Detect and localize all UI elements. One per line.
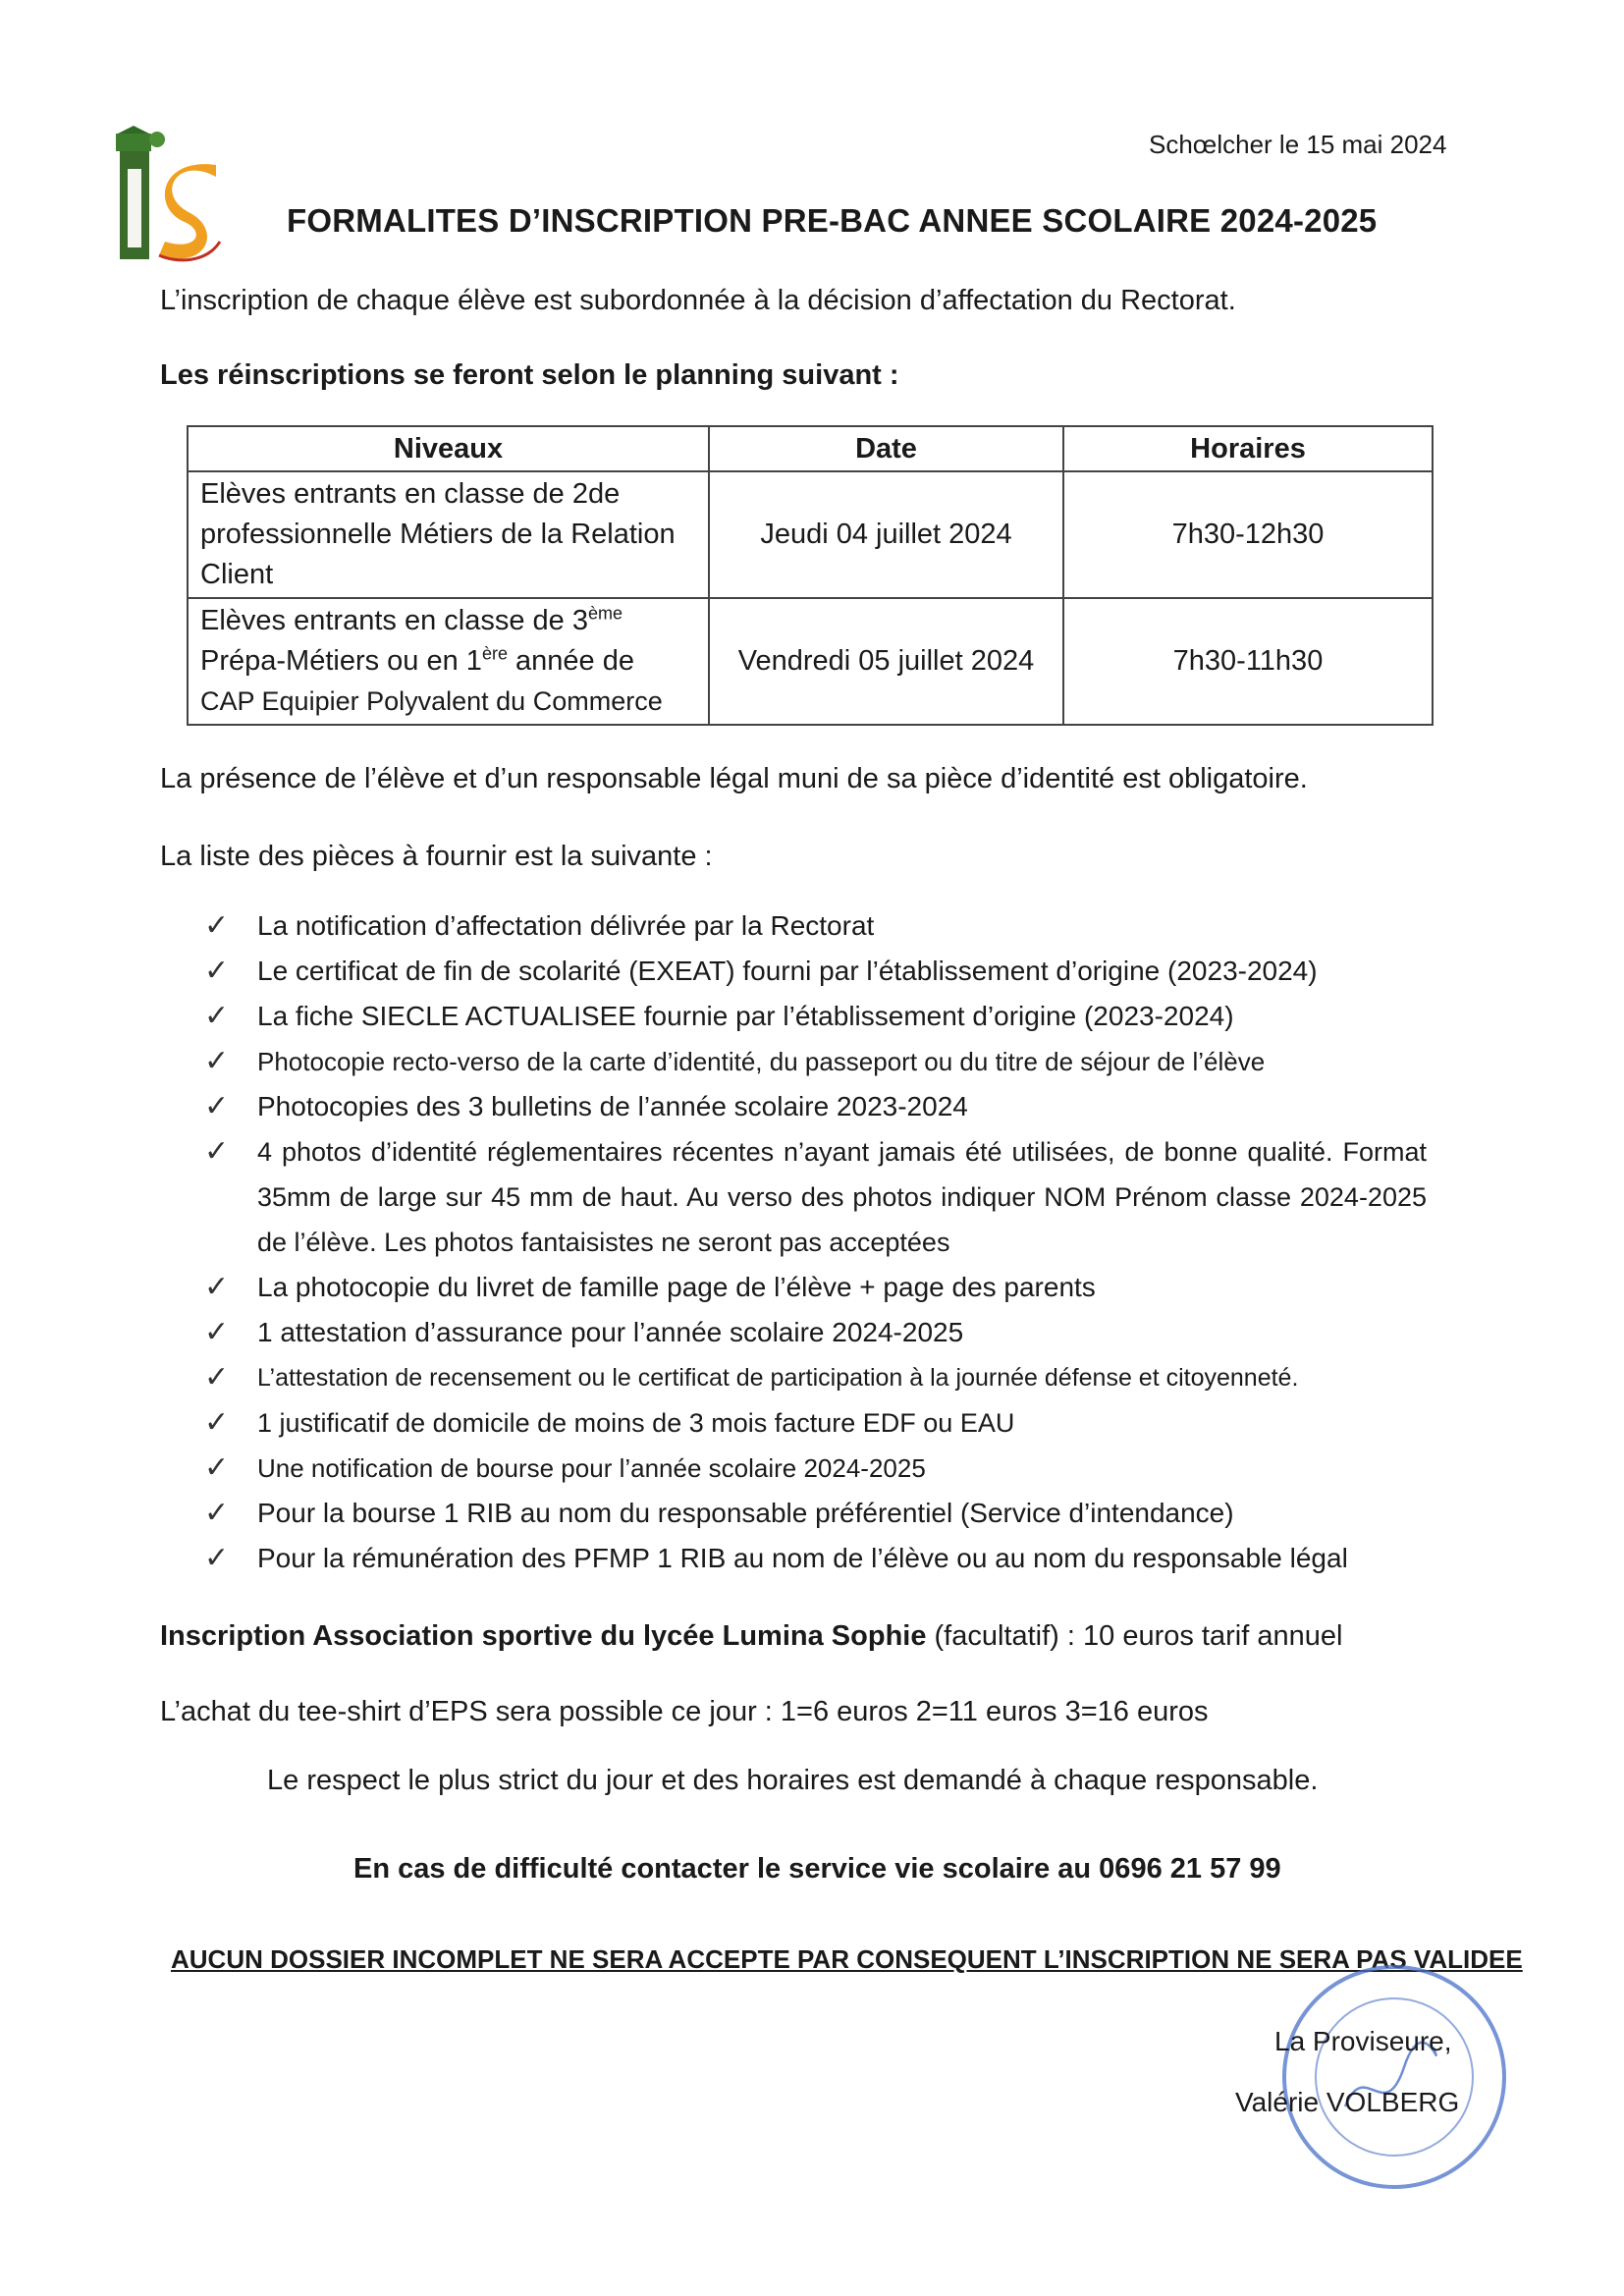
table-row (188, 471, 1433, 598)
checkmark-icon: ✓ (204, 1361, 230, 1394)
pieces-list (204, 903, 1427, 1581)
table-row (188, 598, 1433, 725)
checkmark-icon: ✓ (204, 909, 230, 942)
checkmark-icon: ✓ (204, 1271, 230, 1303)
date-line: Schœlcher le 15 mai 2024 (1149, 130, 1447, 159)
schedule-table (187, 425, 1434, 726)
list-item: ✓ La fiche SIECLE ACTUALISEE fournie par l’établissement d’origine (2023-2024) (204, 994, 1427, 1039)
signature-name: Valérie VOLBERG (1235, 2087, 1460, 2117)
signature-role: La Proviseure, (1274, 2026, 1452, 2056)
column-header: Horaires (1063, 426, 1433, 471)
checkmark-icon: ✓ (204, 1451, 230, 1484)
checkmark-icon: ✓ (204, 1542, 230, 1574)
list-item: ✓ 1 attestation d’assurance pour l’année scolaire 2024-2025 (204, 1310, 1427, 1355)
horaires-cell: 7h30-12h30 (1063, 471, 1433, 598)
list-item: ✓ 1 justificatif de domicile de moins de 3 mois facture EDF ou EAU (204, 1400, 1427, 1446)
liste-intro: La liste des pièces à fournir est la suivante : (160, 841, 713, 872)
presence-text: La présence de l’élève et d’un responsable légal muni de sa pièce d’identité est obligatoire. (160, 763, 1308, 794)
date-cell: Vendredi 05 juillet 2024 (709, 598, 1063, 725)
checkmark-icon: ✓ (204, 1406, 230, 1439)
warning-text: AUCUN DOSSIER INCOMPLET NE SERA ACCEPTE PAR CONSEQUENT L’INSCRIPTION NE SERA PAS VALIDEE (171, 1944, 1523, 1974)
list-item: ✓ Pour la rémunération des PFMP 1 RIB au nom de l’élève ou au nom du responsable légal (204, 1536, 1427, 1581)
niveau-cell: Elèves entrants en classe de 2de professionnelle Métiers de la Relation Client (188, 471, 709, 598)
list-item: ✓ L’attestation de recensement ou le certificat de participation à la journée défense et citoyenneté. (204, 1355, 1427, 1400)
list-item: ✓ 4 photos d’identité réglementaires récentes n’ayant jamais été utilisées, de bonne qualité. Format 35mm de large sur 45 mm de haut. Au verso des photos indiquer NOM Prénom classe 2024-2025 de l’élève. Les photos fantaisistes ne seront pas acceptées (204, 1129, 1427, 1265)
checkmark-icon: ✓ (204, 955, 230, 987)
list-item: ✓ Pour la bourse 1 RIB au nom du responsable préférentiel (Service d’intendance) (204, 1491, 1427, 1536)
planning-heading: Les réinscriptions se feront selon le planning suivant : (160, 359, 899, 391)
list-item: ✓ Une notification de bourse pour l’année scolaire 2024-2025 (204, 1446, 1427, 1491)
niveau-cell: Elèves entrants en classe de 3ème Prépa-Métiers ou en 1ère année de CAP Equipier Polyvalent du Commerce (188, 598, 709, 725)
teeshirt-text: L’achat du tee-shirt d’EPS sera possible ce jour : 1=6 euros 2=11 euros 3=16 euros (160, 1696, 1209, 1727)
checkmark-icon: ✓ (204, 1497, 230, 1529)
column-header: Niveaux (188, 426, 709, 471)
list-item: ✓ Photocopie recto-verso de la carte d’identité, du passeport ou du titre de séjour de l’élève (204, 1039, 1427, 1084)
checkmark-icon: ✓ (204, 1045, 230, 1077)
horaires-cell: 7h30-11h30 (1063, 598, 1433, 725)
school-stamp (1276, 1959, 1512, 2195)
list-item: ✓ La photocopie du livret de famille page de l’élève + page des parents (204, 1265, 1427, 1310)
checkmark-icon: ✓ (204, 1135, 230, 1168)
document-title: FORMALITES D’INSCRIPTION PRE-BAC ANNEE SCOLAIRE 2024-2025 (287, 202, 1378, 239)
checkmark-icon: ✓ (204, 1090, 230, 1122)
school-logo (98, 126, 236, 273)
table-header-row (188, 426, 1433, 471)
list-item: ✓ Le certificat de fin de scolarité (EXEAT) fourni par l’établissement d’origine (2023-2024) (204, 949, 1427, 994)
checkmark-icon: ✓ (204, 1000, 230, 1032)
respect-text: Le respect le plus strict du jour et des horaires est demandé à chaque responsable. (267, 1765, 1319, 1796)
contact-text: En cas de difficulté contacter le service vie scolaire au 0696 21 57 99 (353, 1853, 1281, 1885)
checkmark-icon: ✓ (204, 1316, 230, 1348)
date-cell: Jeudi 04 juillet 2024 (709, 471, 1063, 598)
list-item: ✓ Photocopies des 3 bulletins de l’année scolaire 2023-2024 (204, 1084, 1427, 1129)
list-item: ✓ La notification d’affectation délivrée par la Rectorat (204, 903, 1427, 949)
column-header: Date (709, 426, 1063, 471)
association-text: Inscription Association sportive du lycée Lumina Sophie (facultatif) : 10 euros tarif annuel (160, 1620, 1343, 1652)
intro-text: L’inscription de chaque élève est subordonnée à la décision d’affectation du Rectorat. (160, 285, 1236, 316)
